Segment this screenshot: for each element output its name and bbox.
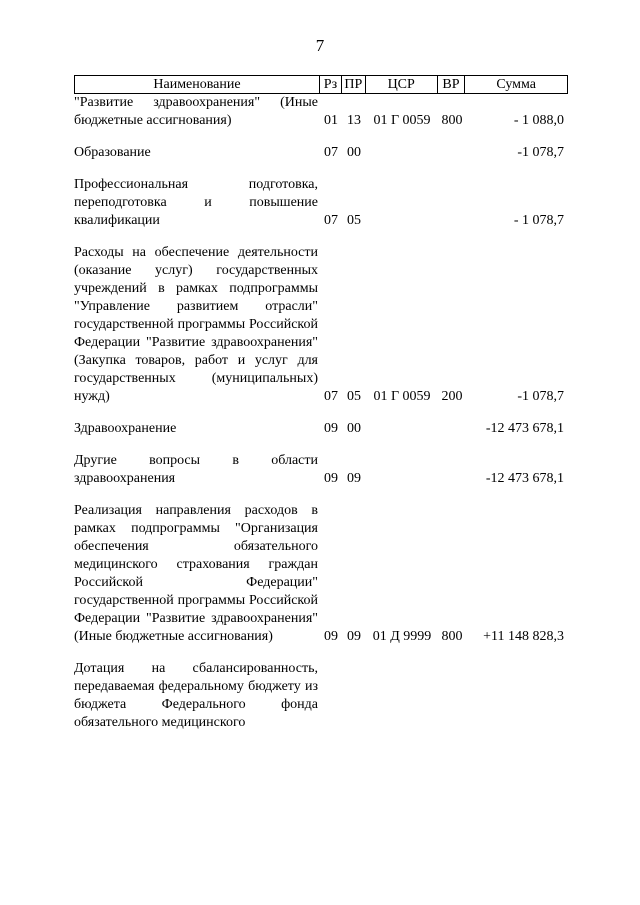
row-sum: - 1 088,0 [513, 113, 564, 128]
table-body [74, 94, 568, 732]
row-csr: 01 Г 0059 [373, 389, 431, 404]
row-name: Другие вопросы в области здравоохранения [74, 453, 318, 486]
row-pr: 00 [347, 145, 361, 160]
row-sum: -1 078,7 [517, 389, 564, 404]
row-rz: 09 [324, 421, 338, 436]
row-pr: 05 [347, 389, 361, 404]
table-row [74, 176, 568, 230]
table-row [74, 502, 568, 646]
row-csr: 01 Д 9999 [372, 629, 432, 644]
row-pr: 09 [347, 629, 361, 644]
header-rz: Рз [320, 76, 342, 93]
row-sum: - 1 078,7 [513, 213, 564, 228]
header-csr: ЦСР [366, 76, 438, 93]
row-rz: 09 [324, 629, 338, 644]
row-name: Здравоохранение [74, 421, 177, 436]
row-rz: 07 [324, 145, 338, 160]
page-number: 7 [315, 36, 325, 55]
row-sum: -12 473 678,1 [485, 421, 564, 436]
row-name: Образование [74, 145, 151, 160]
row-pr: 00 [347, 421, 361, 436]
row-rz: 07 [324, 213, 338, 228]
row-name: Профессиональная подготовка, переподготовка и повышение квалификации [74, 177, 318, 228]
table-row [74, 144, 568, 162]
row-vr: 200 [441, 389, 463, 404]
row-pr: 05 [347, 213, 361, 228]
row-csr: 01 Г 0059 [373, 113, 431, 128]
table-header [74, 75, 568, 94]
row-vr: 800 [441, 629, 463, 644]
row-sum: +11 148 828,3 [483, 629, 564, 644]
header-sum: Сумма [496, 77, 537, 92]
header-vr: ВР [438, 76, 466, 93]
row-sum: -12 473 678,1 [485, 471, 564, 486]
row-pr: 13 [347, 113, 361, 128]
row-rz: 01 [324, 113, 338, 128]
budget-table [74, 75, 568, 746]
row-name: Реализация направления расходов в рамках подпрограммы "Организация обеспечения обязательного медицинского страхования граждан Российской Федерации" государственной программы Российской Федерации "Развитие здравоохранения" (Иные бюджетные ассигнования) [74, 503, 318, 644]
row-rz: 09 [324, 471, 338, 486]
table-row [74, 244, 568, 406]
header-name: Наименование [75, 76, 320, 93]
table-row [74, 660, 568, 732]
row-name: Расходы на обеспечение деятельности (оказание услуг) государственных учреждений в рамках подпрограммы "Управление развитием отрасли" государственной программы Российской Федерации "Развитие здравоохранения" (Закупка товаров, работ и услуг для государственных (муниципальных) нужд) [74, 245, 318, 404]
table-row [74, 94, 568, 130]
row-rz: 07 [324, 389, 338, 404]
table-row [74, 420, 568, 438]
row-sum: -1 078,7 [517, 145, 564, 160]
row-name: Дотация на сбалансированность, передаваемая федеральному бюджету из бюджета Федерального фонда обязательного медицинского [74, 661, 318, 730]
table-row [74, 452, 568, 488]
header-pr: ПР [342, 76, 366, 93]
row-vr: 800 [441, 113, 463, 128]
row-name: "Развитие здравоохранения" (Иные бюджетные ассигнования) [74, 95, 318, 128]
row-pr: 09 [347, 471, 361, 486]
